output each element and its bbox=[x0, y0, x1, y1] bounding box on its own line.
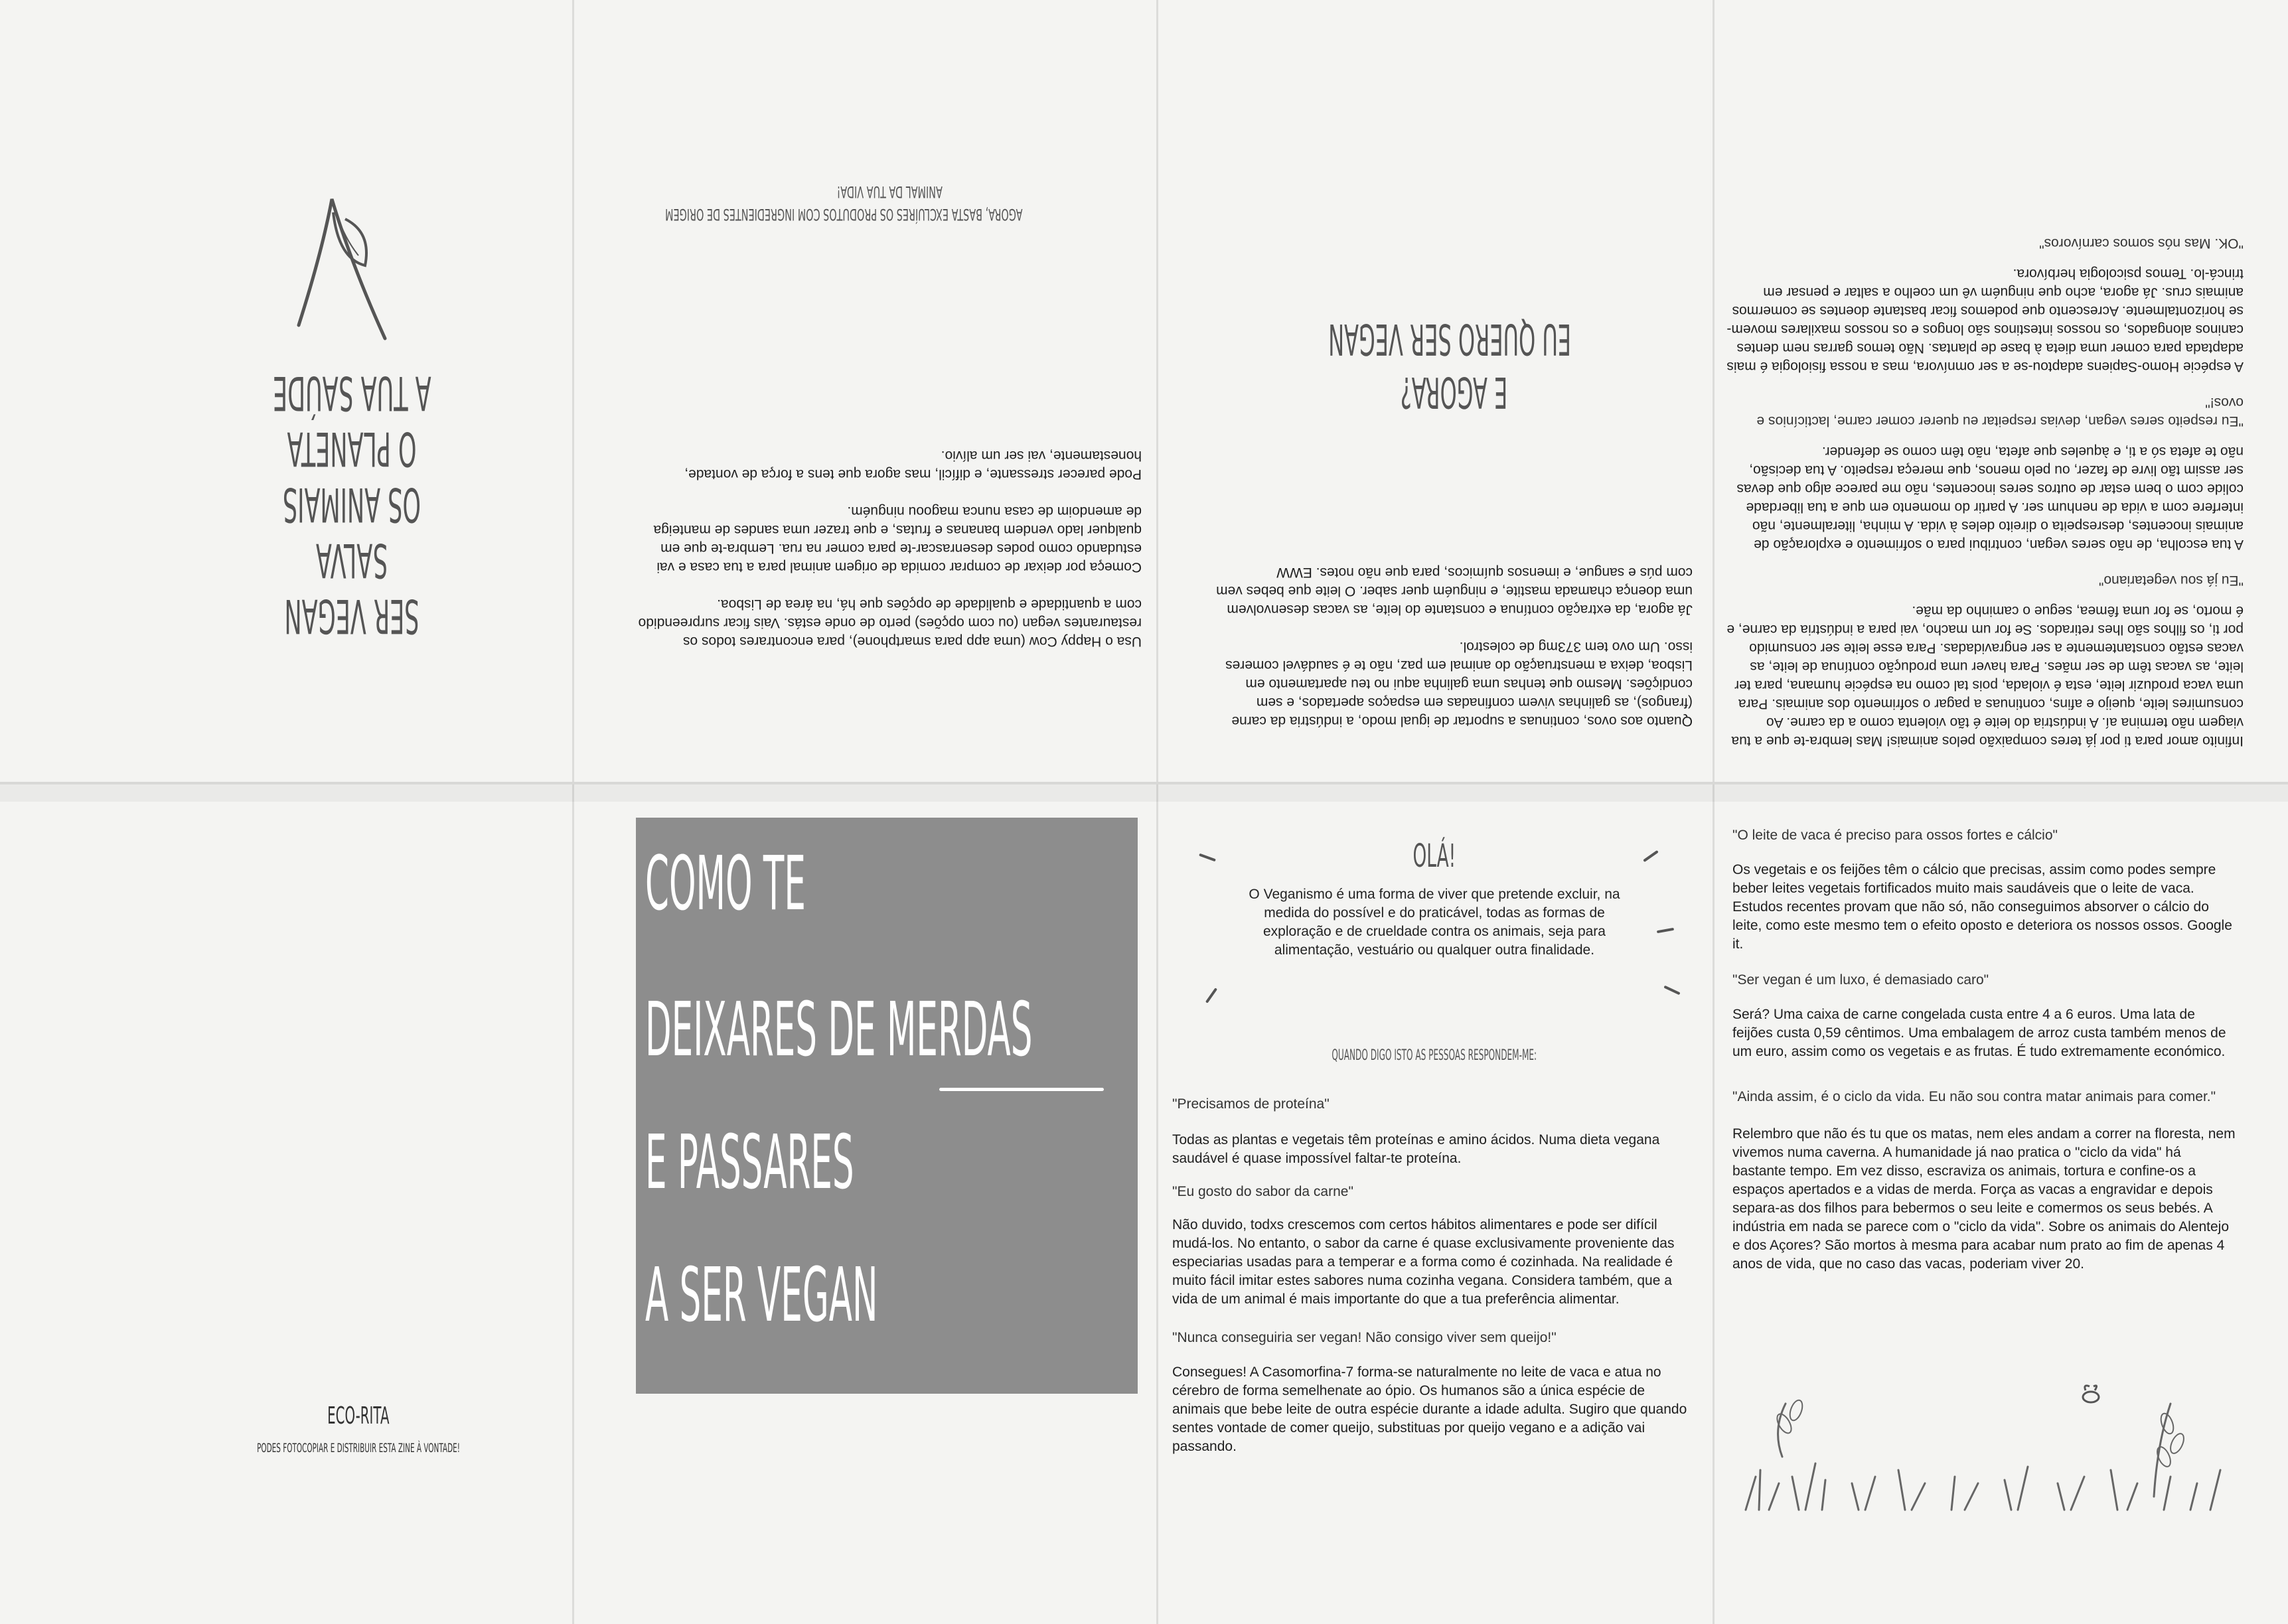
underline-mark bbox=[939, 1088, 1104, 1091]
fold-shadow bbox=[0, 784, 2288, 802]
cover-line: DEIXARES DE MERDAS bbox=[645, 987, 1033, 1073]
grass-illustration bbox=[1732, 1384, 2237, 1516]
paragraph: Pode parecer stressante, e difícil, mas agora que tens a força de vontade, honestamente, vai ser um alívio. bbox=[684, 448, 1142, 482]
right-top-panel bbox=[1726, 73, 2244, 750]
author-credit: ECO-RITA bbox=[327, 1402, 390, 1430]
bee-icon bbox=[2083, 1386, 2099, 1402]
objection-quote: "Ser vegan é um luxo, é demasiado caro" bbox=[1732, 972, 1989, 988]
answer-text: Consegues! A Casomorfina-7 forma-se naturalmente no leite de vaca e atua no cérebro de forma semelhenate ao ópio. Os humanos são a única espécie de animais que bebe leite de outra espécie durante a idade adulta. Sugiro que quando sentes vontade de comer queijo, substituas por queijo vegano e a adição vai passando. bbox=[1172, 1365, 1687, 1454]
title-line: A TUA SAÚDE bbox=[272, 366, 431, 420]
objection-quote: "Eu já sou vegetariano" bbox=[2098, 573, 2244, 588]
title-line: E AGORA? bbox=[1400, 367, 1507, 416]
sparkle-mark bbox=[1663, 986, 1680, 996]
fold-line bbox=[1713, 0, 1715, 1624]
heading-line: AGORA, BASTA EXCLUÍRES OS PRODUTOS COM INGREDIENTES DE ORIGEM bbox=[665, 205, 1023, 224]
credit-block bbox=[173, 1400, 544, 1457]
title-line: OS ANIMAIS bbox=[282, 477, 421, 532]
right-bottom-panel bbox=[1732, 826, 2237, 1530]
paragraph: Começa por deixar de comprar comida de origem animal para a tua casa e vai estudando como podes desenrascar-te para comer na rua. Lembra-te que em qualquer lado vendem bananas e frutas, e que trazer uma sandes de manteiga de amendoim de casa nunca magoou ninguém. bbox=[653, 504, 1142, 575]
objection-quote: "OK. Mas nós somos carnívoros" bbox=[2039, 236, 2244, 251]
heading-line: ANIMAL DA TUA VIDA! bbox=[836, 183, 943, 201]
back-cover-panel bbox=[166, 139, 538, 644]
middle-top-panel bbox=[1215, 252, 1693, 730]
intro-panel bbox=[1172, 830, 1697, 1526]
answer-text: Os vegetais e os feijões têm o cálcio que precisas, assim como podes sempre beber leites vegetais fortificados muito mais saudáveis que o leite de vaca. Estudos recentes provam que não só, não conseguimos absorver o cálcio do leite, como este mesmo tem o efeito oposto e deteriora os nossos ossos. Google it. bbox=[1732, 862, 2232, 952]
fold-line bbox=[572, 0, 574, 1624]
cover-box bbox=[636, 818, 1138, 1394]
intro-heading: OLÁ! bbox=[1412, 838, 1456, 875]
copy-note: PODES FOTOCOPIAR E DISTRIBUIR ESTA ZINE À VONTADE! bbox=[257, 1441, 460, 1455]
middle-top-title bbox=[1215, 312, 1693, 418]
intro-text: O Veganismo é uma forma de viver que pretende excluir, na medida do possível e do praticável, todas as formas de exploração e de crueldade contra os animais, seja para alimentação, vestuário ou qualquer outra finalidade. bbox=[1249, 887, 1620, 958]
objection-quote: "O leite de vaca é preciso para ossos fortes e cálcio" bbox=[1732, 828, 2058, 843]
title-line: O PLANETA bbox=[287, 421, 417, 476]
cover-line: COMO TE bbox=[645, 841, 806, 927]
title-line: SER VEGAN SALVA bbox=[284, 533, 419, 643]
intro-subheading: QUANDO DIGO ISTO AS PESSOAS RESPONDEM-ME: bbox=[1332, 1047, 1537, 1064]
cover-line: E PASSARES bbox=[645, 1120, 854, 1206]
sparkle-mark bbox=[1657, 928, 1674, 933]
cover-line: A SER VEGAN bbox=[645, 1252, 878, 1339]
answer-text: A tua escolha, de não seres vegan, contribui para o sofrimento e exploração de animais inocentes, desrespeita o direito deles à vida. A minha, literalmente, não interfere com a vida de nenhum ser. A partir do momento em que a tua liberdade colide com o bem estar de outros seres inocentes, não me parece algo que devas ser assim tão livre de fazer, ou pelo menos, que mereça respeito. A tua decisão, não te afeta só a ti, e àqueles que afeta, não têm como se defender. bbox=[1736, 444, 2244, 552]
sparkle-mark bbox=[1205, 988, 1217, 1003]
tips-heading bbox=[637, 181, 1142, 226]
paragraph: Quanto aos ovos, continuas a suportar de igual modo, a indústria da carne (frangos), as galinhas vivem confinadas em espaços apertados, e sem condições. Mesmo que tenhas uma galinha aqui no teu apartamento em Lisboa, deixa a menstruação do animal em paz, não te é saudável comeres isso. Um ovo tem 373mg de colestrol. bbox=[1225, 639, 1693, 729]
answer-text: A espécie Homo-Sapiens adaptou-se a ser omnívora, mas a nossa fisiologia é mais adaptada para comer uma dieta à base de plantas. Não temos garras nem dentes caninos alongados, os nossos intestinos são longos e os nossos maxilares movem-se horizontalmente. Acrescento que podemos ficar bastante doentes se comermos animais crus. Já agora, acho que ninguém vê um coelho a saltar e pensar em trincá-lo. Temos psicologia herbívora. bbox=[1726, 266, 2244, 374]
answer-text: Não duvido, todxs crescemos com certos hábitos alimentares e pode ser difícil mudá-los. No entanto, o sabor da carne é quase exclusivamente proveniente das especiarias usadas para a temperar e a forma como é cozinhada. Na realidade é muito fácil imitar estes sabores numa cozinha vegana. Considera também, que a vida de um animal é mais importante do que a tua preferência alimentar. bbox=[1172, 1217, 1675, 1307]
title-line: EU QUERO SER VEGAN bbox=[1328, 314, 1572, 363]
objection-quote: "Precisamos de proteína" bbox=[1172, 1096, 1330, 1112]
objection-quote: "Ainda assim, é o ciclo da vida. Eu não sou contra matar animais para comer." bbox=[1732, 1089, 2216, 1104]
leaf-logo-icon bbox=[292, 192, 412, 345]
answer-text: Relembro que não és tu que os matas, nem eles andam a correr na floresta, nem vivemos numa caverna. A humanidade já nao pratica o "ciclo da vida" há bastante tempo. Em vez disso, escraviza os animais, tortura e confine-os a espaços apertados e a vidas de merda. Força as vacas a engravidar e depois separa-as dos filhos para bebermos o seu leite e comermos os seus bebés. A indústria em nada se parece com o "ciclo da vida". Sobre os animais do Alentejo e dos Açores? São mortos à mesma para acabar num prato ao fim de apenas 4 anos de vida, que no caso das vacas, poderiam viver 20. bbox=[1732, 1126, 2236, 1272]
fold-line bbox=[1156, 0, 1158, 1624]
answer-text: Todas as plantas e vegetais têm proteínas e amino ácidos. Numa dieta vegana saudável é quase impossível faltar-te proteína. bbox=[1172, 1132, 1660, 1166]
answer-text: Infinito amor para ti por já teres compaixão pelos animais! Mas lembra-te que a tua viagem não termina aí. A indústria do leite é tão violenta como a da carne. Ao consumires leite, queijo e afins, continuas a pagar o sofrimento dos animais. Para uma vaca produzir leite, esta é violada, pois tal como na espécie humana, para ter leite, as vacas têm de ser mães. Para haver uma produção contínua de leite, as vacas estão constantemente a ser engravidadas. Para esse leite ser consumido por ti, os filhos são lhes retirados. Se for um macho, vai para a indústria da carne, e é morto, se for uma fêmea, segue o caminho da mãe. bbox=[1726, 603, 2244, 749]
objection-quote: "Eu respeito seres vegan, devias respeitar eu querer comer carne, lacticínios e ovos!" bbox=[1756, 395, 2244, 429]
tips-panel bbox=[637, 146, 1142, 650]
objection-quote: "Nunca conseguiria ser vegan! Não consigo viver sem queijo!" bbox=[1172, 1330, 1557, 1345]
objection-quote: "Eu gosto do sabor da carne" bbox=[1172, 1184, 1353, 1199]
paragraph: Já agora, da extração contínua e constante do leite, as vacas desenvolvem uma doença chamada mastite, e ninguém quer saber. O leite que bebes vem com pús e sangue, e imensos químicos, para que não notes. EWW bbox=[1216, 565, 1693, 617]
paragraph: Usa o Happy Cow (uma app para smartphone), para encontrares todos os restaurantes vegan (ou com opções) perto de onde estás. Vais ficar surpreendido com a quantidade e qualidade de opções que há, na área de Lisboa. bbox=[638, 597, 1142, 649]
wheat-icon bbox=[1774, 1398, 2186, 1469]
back-cover-title bbox=[166, 365, 538, 644]
answer-text: Será? Uma caixa de carne congelada custa entre 4 a 6 euros. Uma lata de feijões custa 0,59 cêntimos. Uma embalagem de arroz custa também menos de um euro, assim como os vegetais e as frutas. É tudo extremamente económico. bbox=[1732, 1007, 2226, 1059]
